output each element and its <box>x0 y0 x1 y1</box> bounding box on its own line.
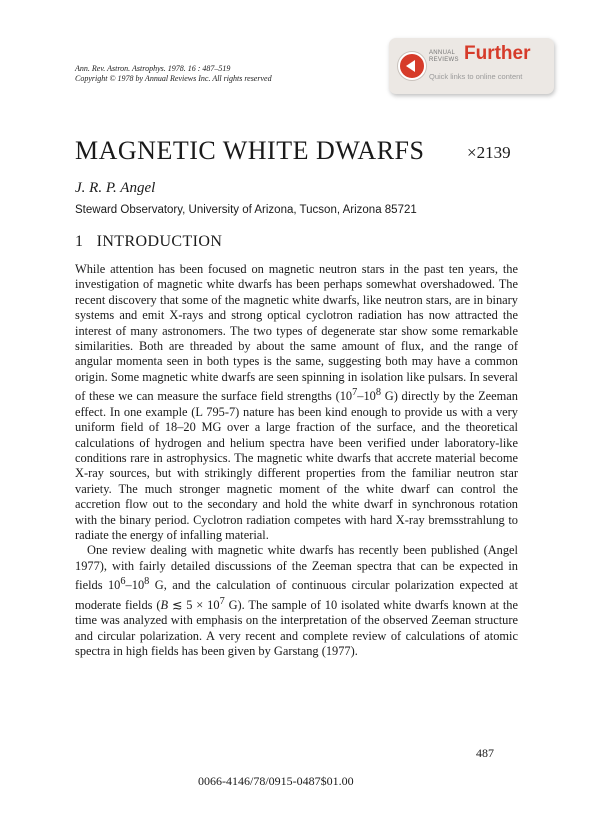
text-run: G) directly by the Zeeman effect. In one example (L 795-7) nature has been kind enough to provide us with a very uniform field of 18–20 MG over a large fraction of the surface, and the theoretical calculations of hydrogen and helium spectra have been verified under laboratory-like conditions rare in astrophysics. The magnetic white dwarfs that accrete material become X-ray sources, but with strikingly different properties from the familiar neutron star variety. The much stronger magnetic moment of the white dwarf can control the accretion flow out to the secondary and hold the white dwarf in synchronous rotation with the binary period. Cyclotron radiation competes with hard X-ray bremsstrahlung to radiate the energy of infalling material. <box>75 389 518 543</box>
author-name: J. R. P. Angel <box>75 180 156 196</box>
section-heading <box>75 233 222 251</box>
text-run: G). The sample of 10 isolated white dwarfs known at the time was analyzed with emphasis on the interpretation of the observed Zeeman structure and circular polarization. A very recent and complete review of calculations of atomic spectra in high fields has been given by Garstang (1977). <box>75 597 518 659</box>
text-run: ≲ 5 × 10 <box>168 597 220 612</box>
page-number: 487 <box>476 746 494 760</box>
quick-links-text[interactable]: Quick links to online content <box>429 72 523 81</box>
superscript: 6 <box>120 576 126 588</box>
text-run: While attention has been focused on magnetic neutron stars in the past ten years, the investigation of magnetic white dwarfs has been perhaps somewhat overshadowed. The recent discovery that some of the magnetic white dwarfs, like neutron stars, are in binary systems and emit X-rays and strong optical cyclotron radiation has now attracted the interest of many astronomers. The two types of degenerate star show some remarkable similarities. Both are threaded by about the same amount of flux, and the range of angular momenta seen in both types is the same, suggesting both may have a common origin. Some magnetic white dwarfs are seen spinning in isolation like pulsars. In several of these we can measure the surface field strengths (10 <box>75 262 518 404</box>
paragraph <box>75 262 518 543</box>
section-title: INTRODUCTION <box>96 233 223 250</box>
paragraph <box>75 543 518 659</box>
section-number: 1 <box>75 233 84 250</box>
reference-number: ×2139 <box>467 143 511 162</box>
journal-citation-line: Ann. Rev. Astron. Astrophys. 1978. 16 : 487–519 <box>75 64 231 73</box>
author-affiliation: Steward Observatory, University of Arizona, Tucson, Arizona 85721 <box>75 204 417 216</box>
arrow-left-icon <box>406 60 415 72</box>
text-run: One review dealing with magnetic white dwarfs has recently been published (Angel 1977), with fairly detailed discussions of the Zeeman spectra that can be expected in fields 10 <box>75 543 518 593</box>
text-run: –10 <box>125 578 145 593</box>
article-title: MAGNETIC WHITE DWARFS <box>75 136 425 165</box>
text-run: –10 <box>357 389 376 404</box>
annual-reviews-further-badge[interactable] <box>389 38 554 94</box>
superscript: 7 <box>352 387 358 399</box>
text-run: G, and the calculation of continuous circular polarization expected at moderate fields ( <box>75 578 518 612</box>
annual-reviews-label <box>429 50 459 64</box>
journal-citation <box>75 64 272 84</box>
superscript: 7 <box>219 595 225 607</box>
reviews-label: REVIEWS <box>429 57 459 63</box>
annual-reviews-logo <box>398 52 426 80</box>
math-variable: B <box>160 597 169 612</box>
annual-label: ANNUAL <box>429 50 456 56</box>
article-code: 0066-4146/78/0915-0487$01.00 <box>198 774 354 788</box>
superscript: 8 <box>375 387 382 399</box>
copyright-line: Copyright © 1978 by Annual Reviews Inc. All rights reserved <box>75 74 272 83</box>
body-text <box>75 262 518 660</box>
superscript: 8 <box>144 576 150 588</box>
further-wordmark: Further <box>464 43 531 64</box>
